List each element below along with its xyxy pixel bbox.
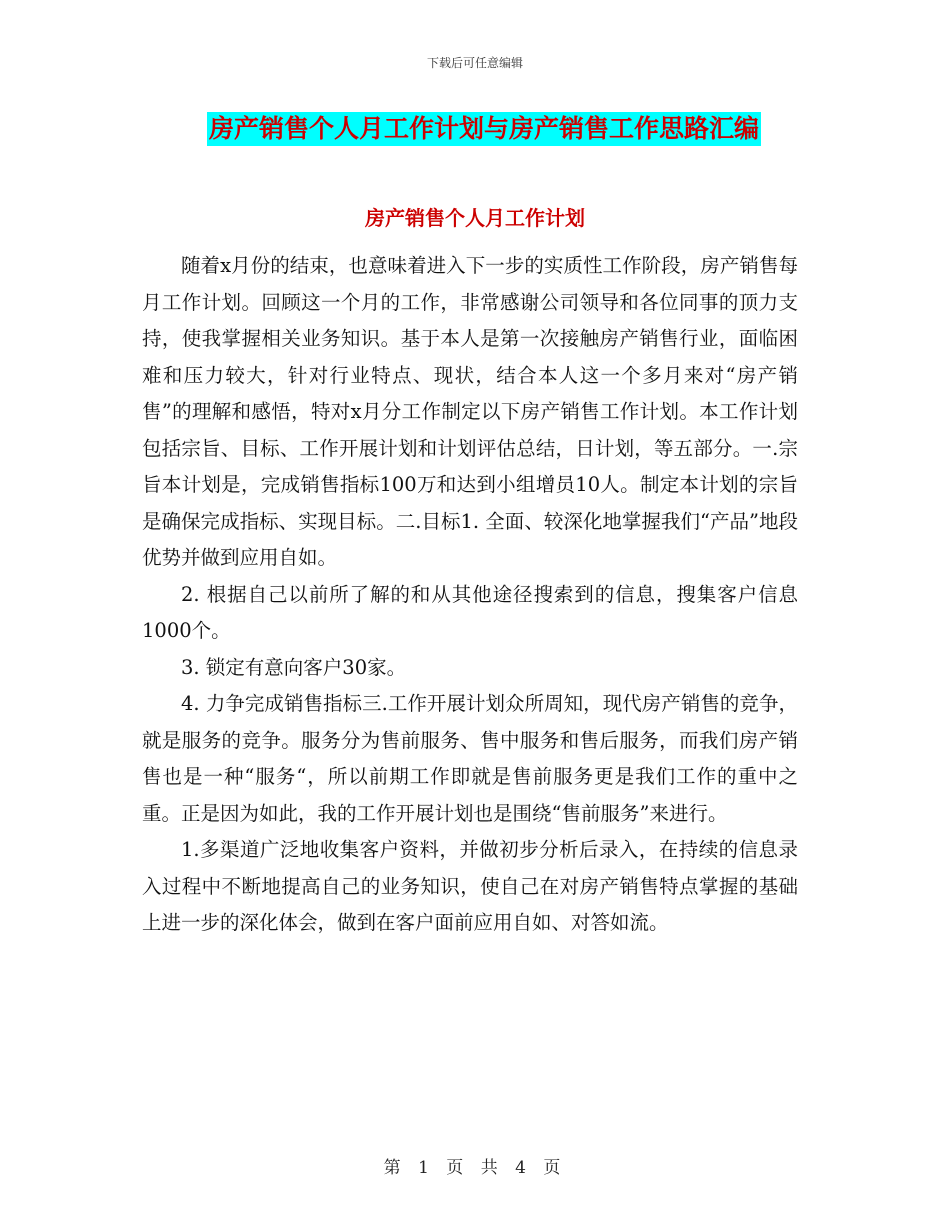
- page-footer: 第 1 页 共 4 页: [383, 1158, 567, 1178]
- paragraph-4: 4. 力争完成销售指标三.工作开展计划众所周知，现代房产销售的竞争，就是服务的竞争。服务分为售前服务、售中服务和售后服务，而我们房产销售也是一种“服务“，所以前期工作即就是售前服务更是我们工作的重中之重。正是因为如此，我的工作开展计划也是围绕“售前服务”来进行。: [142, 692, 798, 825]
- paragraph-2: 2. 根据自己以前所了解的和从其他途径搜索到的信息，搜集客户信息1000个。: [142, 582, 798, 642]
- header-note: 下载后可任意编辑: [426, 56, 523, 70]
- document-title: 房产销售个人月工作计划与房产销售工作思路汇编: [207, 112, 761, 146]
- body-text: [142, 248, 798, 942]
- paragraph-5: 1.多渠道广泛地收集客户资料，并做初步分析后录入，在持续的信息录入过程中不断地提高自己的业务知识，使自己在对房产销售特点掌握的基础上进一步的深化体会，做到在客户面前应用自如、对答如流。: [142, 838, 798, 934]
- paragraph-3: 3. 锁定有意向客户30家。: [181, 655, 407, 679]
- section-title: 房产销售个人月工作计划: [365, 206, 585, 230]
- paragraph-1: 随着x月份的结束，也意味着进入下一步的实质性工作阶段，房产销售每月工作计划。回顾这一个月的工作，非常感谢公司领导和各位同事的顶力支持，使我掌握相关业务知识。基于本人是第一次接触房产销售行业，面临困难和压力较大，针对行业特点、现状，结合本人这一个多月来对“房产销售”的理解和感悟，特对x月分工作制定以下房产销售工作计划。本工作计划包括宗旨、目标、工作开展计划和计划评估总结，日计划，等五部分。一.宗旨本计划是，完成销售指标100万和达到小组增员10人。制定本计划的宗旨是确保完成指标、实现目标。二.目标1. 全面、较深化地掌握我们“产品”地段优势并做到应用自如。: [142, 254, 798, 569]
